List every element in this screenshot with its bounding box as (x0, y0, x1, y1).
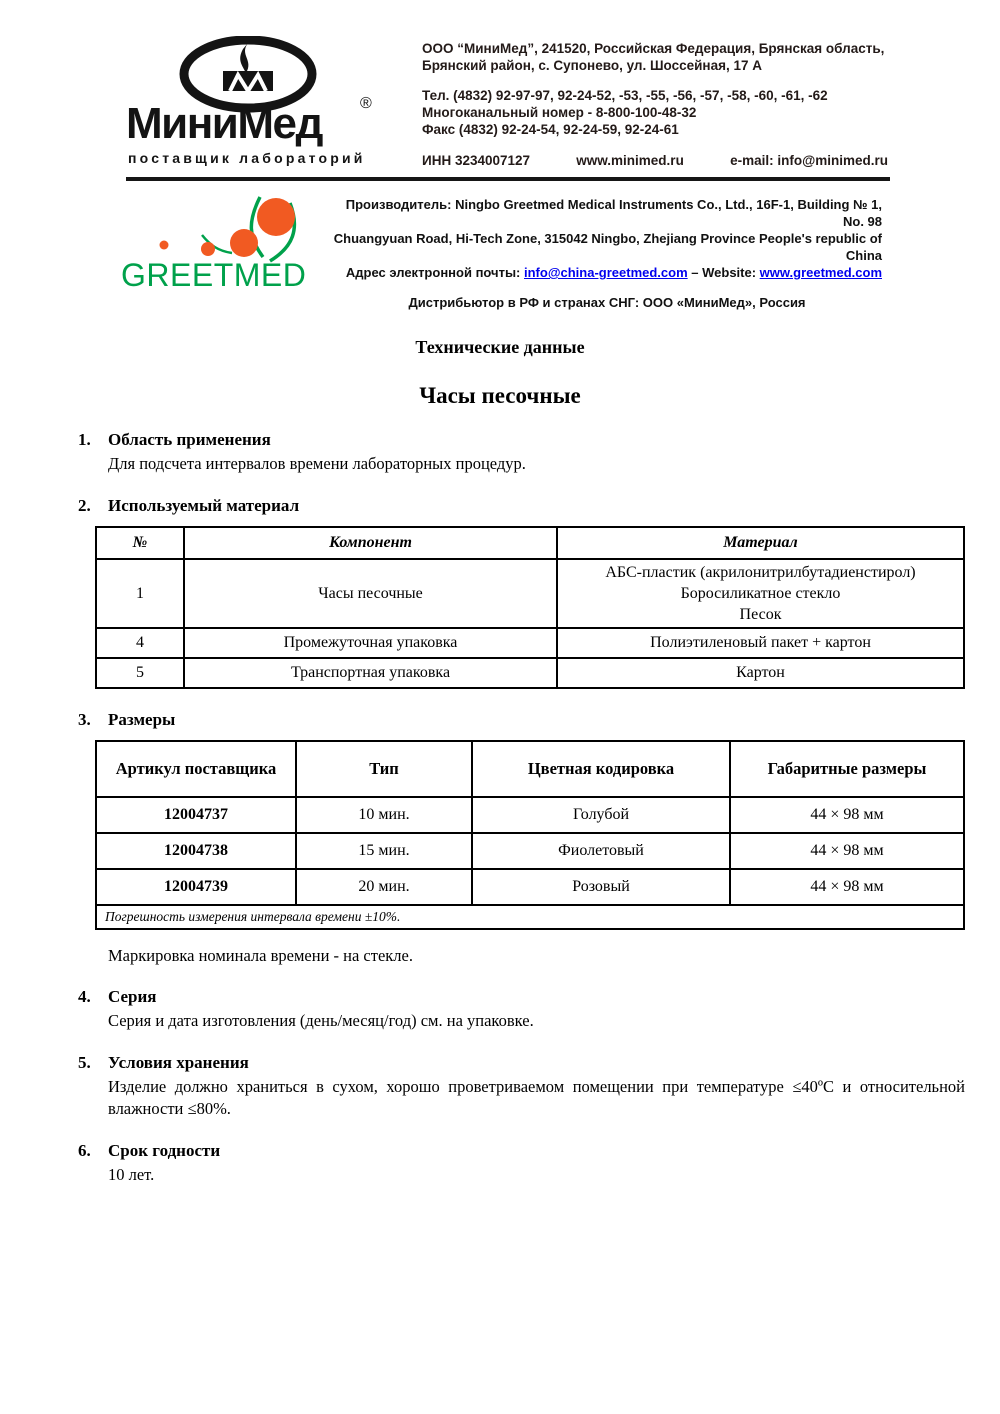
section-title: Область применения (108, 430, 271, 449)
sizes-table (95, 740, 965, 930)
table-note-row (96, 905, 964, 929)
contact-block (388, 36, 888, 173)
cell-color: Розовый (472, 869, 730, 905)
section-heading (78, 987, 1000, 1007)
company-address-line2: Брянский район, с. Супонево, ул. Шоссейная, 17 А (422, 58, 762, 73)
cell-component: Часы песочные (184, 559, 557, 628)
cell-sku: 12004737 (96, 797, 296, 833)
material-line: Боросиликатное стекло (680, 585, 841, 602)
company-email: e-mail: info@minimed.ru (730, 153, 888, 168)
materials-table (95, 526, 965, 689)
cell-type: 15 мин. (296, 833, 472, 869)
section-number: 5. (78, 1053, 91, 1072)
letterhead (0, 0, 1000, 173)
section-body: Для подсчета интервалов времени лабораторных процедур. (108, 454, 526, 473)
distributor-line: Дистрибьютор в РФ и странах СНГ: ООО «МиниМед», Россия (408, 295, 806, 310)
cell-dimensions: 44 × 98 мм (730, 833, 964, 869)
column-header-dimensions: Габаритные размеры (730, 741, 964, 797)
fax-line: Факс (4832) 92-24-54, 92-24-59, 92-24-61 (422, 122, 679, 137)
section-sizes (0, 710, 1000, 966)
cell-color: Голубой (472, 797, 730, 833)
minimed-logo (126, 36, 388, 173)
manufacturer-contacts (332, 264, 882, 281)
orange-dot-icon (160, 241, 169, 250)
cell-num: 5 (96, 658, 184, 688)
product-title: Часы песочные (419, 383, 581, 408)
cell-num: 1 (96, 559, 184, 628)
table-header-row (96, 741, 964, 797)
section-title: Срок годности (108, 1141, 221, 1160)
section-heading (78, 496, 1000, 516)
table-row (96, 797, 964, 833)
cell-type: 20 мин. (296, 869, 472, 905)
cell-component: Транспортная упаковка (184, 658, 557, 688)
section-title: Размеры (108, 710, 176, 729)
cell-dimensions: 44 × 98 мм (730, 797, 964, 833)
column-header-sku: Артикул поставщика (96, 741, 296, 797)
cell-sku: 12004739 (96, 869, 296, 905)
inn-value: ИНН 3234007127 (422, 153, 531, 168)
section-storage (0, 1053, 1000, 1120)
section-number: 6. (78, 1141, 91, 1160)
section-title: Условия хранения (108, 1053, 249, 1072)
orange-dot-icon (257, 198, 295, 236)
company-address-line1: ООО “МиниМед”, 241520, Российская Федерация, Брянская область, (422, 41, 885, 56)
column-header-color: Цветная кодировка (472, 741, 730, 797)
phone-line: Тел. (4832) 92-97-97, 92-24-52, -53, -55, -56, -57, -58, -60, -61, -62 (422, 88, 828, 103)
brand-name: МиниМед (126, 99, 322, 148)
column-header-component: Компонент (184, 527, 557, 559)
manufacturer-line1: Производитель: Ningbo Greetmed Medical Instruments Co., Ltd., 16F-1, Building № 1, No. 98 (345, 197, 882, 229)
multichannel-line: Многоканальный номер - 8-800-100-48-32 (422, 105, 697, 120)
column-header-type: Тип (296, 741, 472, 797)
section-materials (0, 496, 1000, 689)
manufacturer-line2: Chuangyuan Road, Hi-Tech Zone, 315042 Ningbo, Zhejiang Province People's republic of China (333, 231, 882, 263)
cell-material (557, 559, 964, 628)
section-number: 4. (78, 987, 91, 1006)
material-line: Песок (739, 606, 782, 623)
cell-material: Картон (557, 658, 964, 688)
section-heading (78, 430, 1000, 450)
section-shelf-life (0, 1141, 1000, 1186)
section-heading (78, 710, 1000, 730)
section-heading (78, 1053, 1000, 1073)
section-number: 3. (78, 710, 91, 729)
section-body: Серия и дата изготовления (день/месяц/год) см. на упаковке. (108, 1011, 534, 1030)
section-number: 2. (78, 496, 91, 515)
section-application (0, 430, 1000, 475)
section-number: 1. (78, 430, 91, 449)
section-body: Изделие должно храниться в сухом, хорошо проветриваемом помещении при температуре ≤40ºС и относительной влажности ≤80%. (108, 1077, 965, 1118)
section-body: 10 лет. (108, 1165, 155, 1184)
registered-mark-icon: ® (360, 95, 372, 112)
cell-sku: 12004738 (96, 833, 296, 869)
spacer (422, 74, 888, 87)
cell-type: 10 мин. (296, 797, 472, 833)
cell-color: Фиолетовый (472, 833, 730, 869)
column-header-num: № (96, 527, 184, 559)
cell-dimensions: 44 × 98 мм (730, 869, 964, 905)
manufacturer-website-link[interactable]: www.greetmed.com (759, 265, 882, 280)
column-header-material: Материал (557, 527, 964, 559)
orange-dot-icon (230, 229, 258, 257)
table-row (96, 833, 964, 869)
company-website: www.minimed.ru (576, 153, 684, 168)
email-label: Адрес электронной почты: (345, 265, 524, 280)
marking-note: Маркировка номинала времени - на стекле. (108, 946, 413, 965)
candle-flame-icon (240, 43, 248, 73)
greetmed-wordmark: GREETMED (121, 257, 307, 293)
section-series (0, 987, 1000, 1032)
material-line: АБС-пластик (акрилонитрилбутадиенстирол) (605, 564, 916, 581)
table-header-row (96, 527, 964, 559)
cell-num: 4 (96, 628, 184, 658)
brand-tagline: поставщик лабораторий (128, 150, 366, 166)
minimed-logo-graphic (126, 36, 388, 168)
manufacturer-email-link[interactable]: info@china-greetmed.com (524, 265, 688, 280)
manufacturer-band (0, 181, 1000, 311)
accuracy-note: Погрешность измерения интервала времени ±10%. (96, 905, 964, 929)
cell-component: Промежуточная упаковка (184, 628, 557, 658)
section-title: Используемый материал (108, 496, 300, 515)
manufacturer-text (332, 191, 882, 311)
greetmed-logo (120, 191, 332, 311)
table-row (96, 658, 964, 688)
section-heading (78, 1141, 1000, 1161)
greetmed-logo-graphic (120, 191, 320, 297)
document-type-title: Технические данные (415, 337, 585, 357)
website-label: – Website: (687, 265, 760, 280)
table-row (96, 869, 964, 905)
table-row (96, 628, 964, 658)
inn-row (422, 152, 888, 169)
section-title: Серия (108, 987, 157, 1006)
cell-material: Полиэтиленовый пакет + картон (557, 628, 964, 658)
table-row (96, 559, 964, 628)
orange-dot-icon (201, 242, 215, 256)
